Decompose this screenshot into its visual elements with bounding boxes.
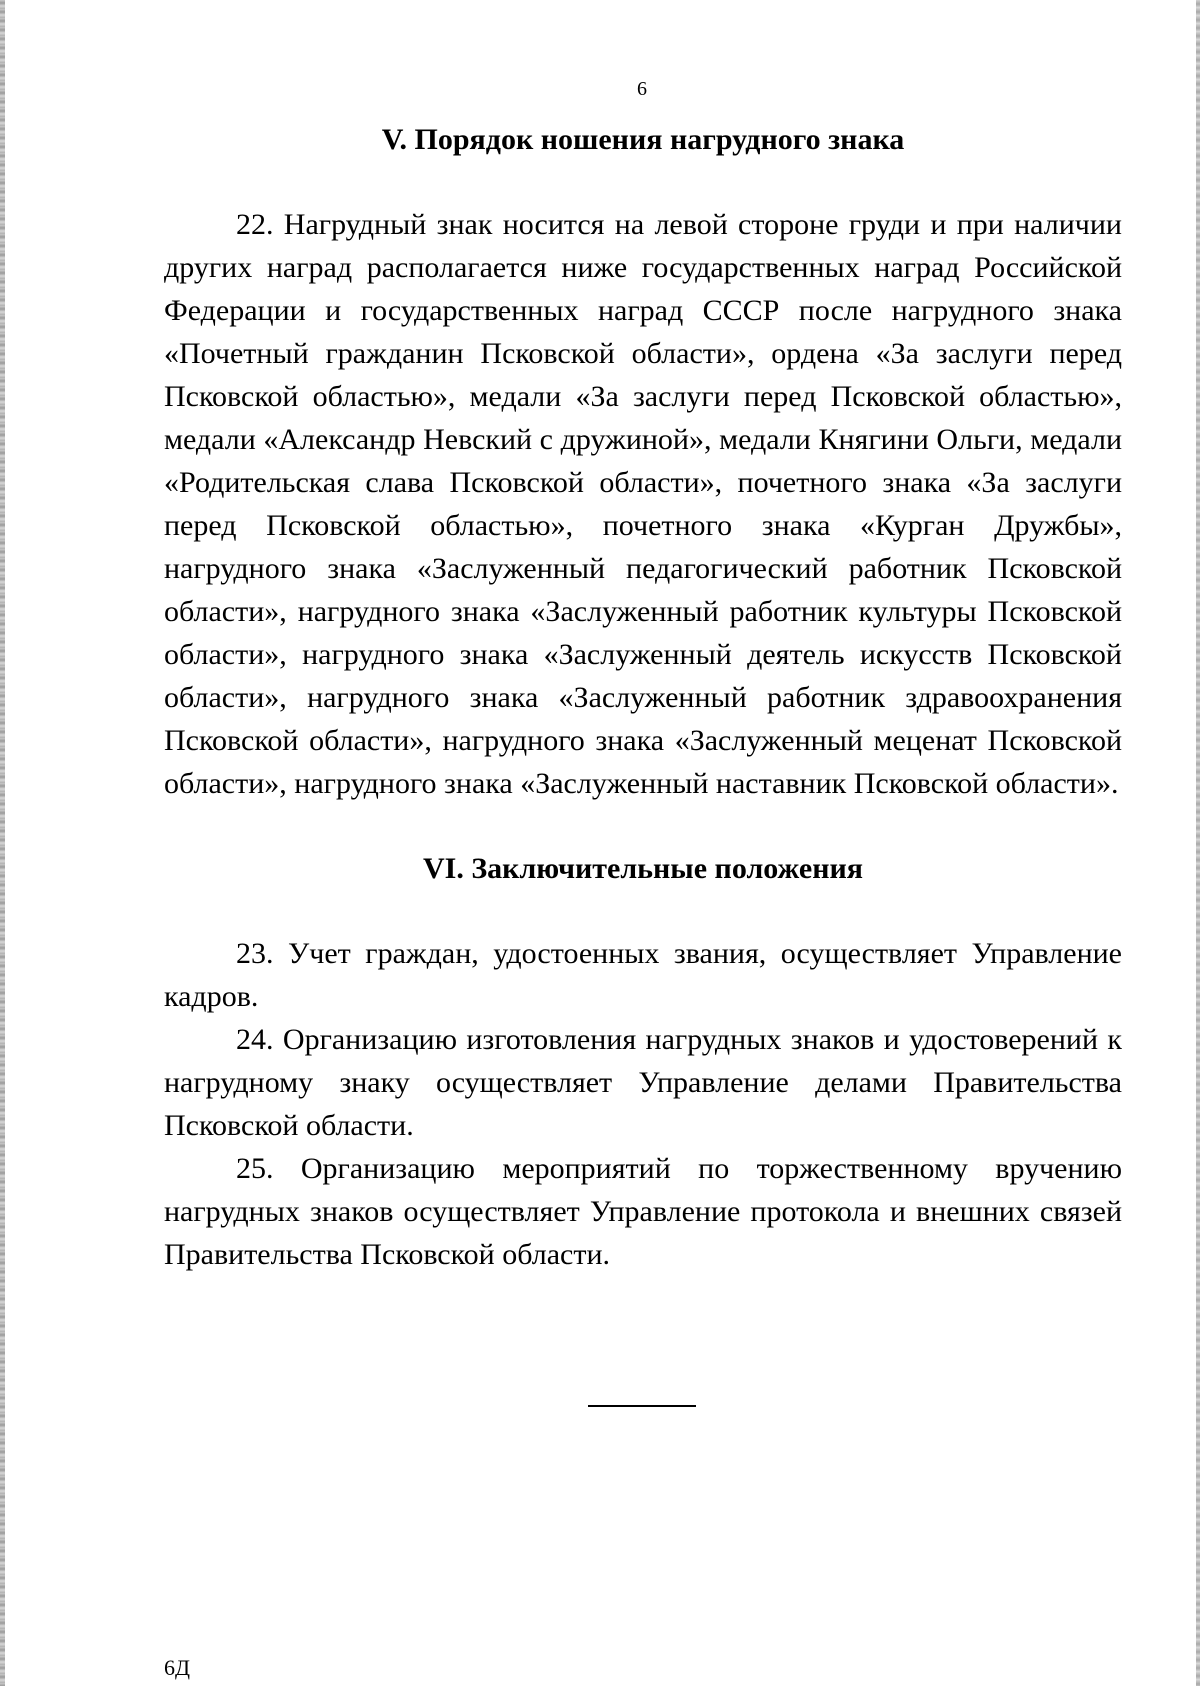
paragraph-23: 23. Учет граждан, удостоенных звания, осуществляет Управление кадров. bbox=[164, 937, 1122, 1013]
document-body bbox=[164, 118, 1122, 1276]
footer-code: 6Д bbox=[164, 1655, 191, 1680]
scan-edge-right bbox=[1196, 0, 1200, 1686]
section-6-heading: VI. Заключительные положения bbox=[423, 852, 863, 885]
scan-edge-left bbox=[0, 0, 5, 1686]
paragraph-22: 22. Нагрудный знак носится на левой стороне груди и при наличии других наград располагается ниже государственных наград Российской Федерации и государственных наград СССР после нагрудного знака «Почетный гражданин Псковской области», ордена «За заслуги перед Псковской областью», медали «За заслуги перед Псковской областью», медали «Александр Невский с дружиной», медали Княгини Ольги, медали «Родительская слава Псковской области», почетного знака «За заслуги перед Псковской областью», почетного знака «Курган Дружбы», нагрудного знака «Заслуженный педагогический работник Псковской области», нагрудного знака «Заслуженный работник культуры Псковской области», нагрудного знака «Заслуженный деятель искусств Псковской области», нагрудного знака «Заслуженный работник здравоохранения Псковской области», нагрудного знака «Заслуженный меценат Псковской области», нагрудного знака «Заслуженный наставник Псковской области». bbox=[164, 208, 1122, 800]
paragraph-25: 25. Организацию мероприятий по торжественному вручению нагрудных знаков осуществляет Управление протокола и внешних связей Правительства Псковской области. bbox=[164, 1152, 1122, 1271]
paragraph-24: 24. Организацию изготовления нагрудных знаков и удостоверений к нагрудному знаку осуществляет Управление делами Правительства Псковской области. bbox=[164, 1023, 1122, 1142]
page-number: 6 bbox=[637, 78, 647, 100]
section-5-heading: V. Порядок ношения нагрудного знака bbox=[381, 123, 905, 156]
end-of-document-rule bbox=[588, 1405, 696, 1407]
